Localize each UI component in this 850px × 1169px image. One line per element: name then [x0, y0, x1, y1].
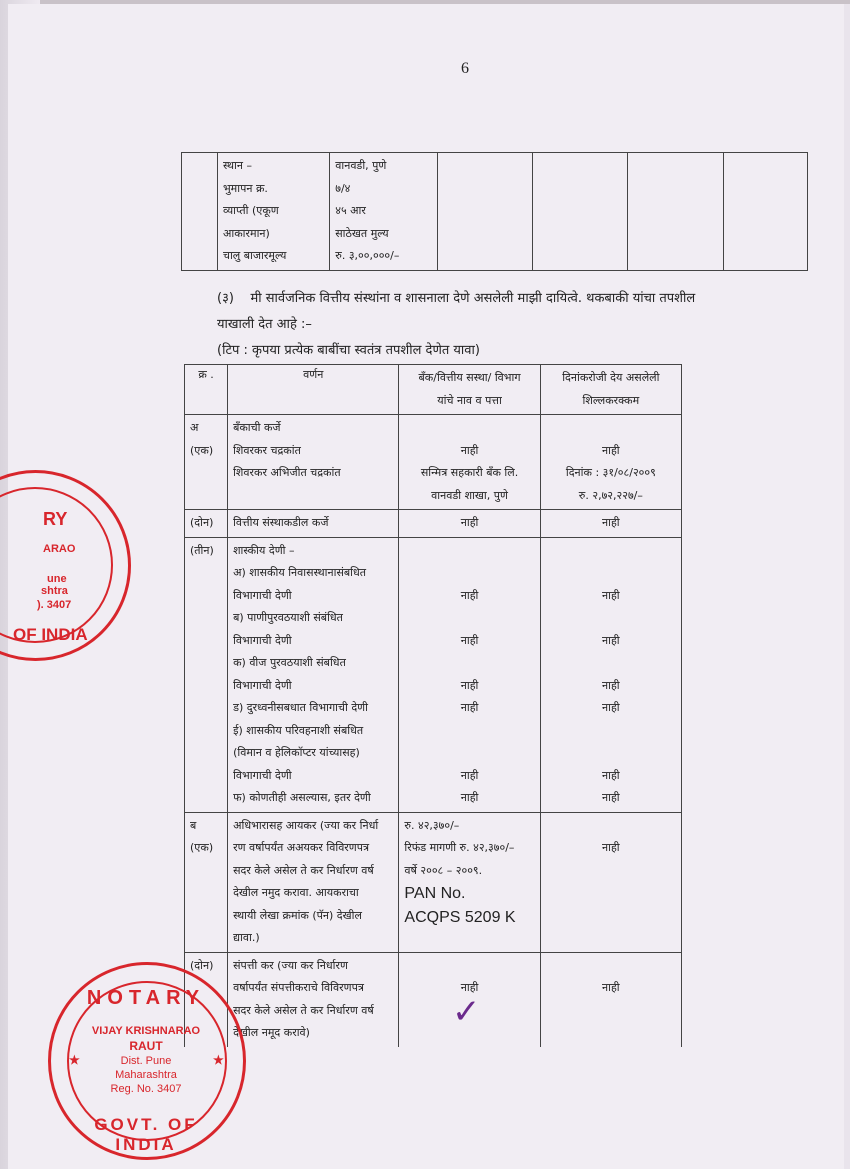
- property-value: ४५ आर: [335, 204, 366, 217]
- section-note: (टिप : कृपया प्रत्येक बाबींचा स्वतंत्र तपशील देणेत यावा): [217, 343, 480, 358]
- cell-line: नाही: [460, 678, 479, 692]
- table-row: [185, 812, 682, 952]
- cell-line: [546, 562, 676, 585]
- row-description: वित्तीय संस्थाकडील कर्जे: [228, 510, 399, 538]
- cell-line: ड) दुरध्वनीसबधात विभागाची देणी: [233, 701, 368, 714]
- cell-line: [404, 607, 534, 630]
- stamp-surname: RAUT: [129, 1039, 163, 1053]
- cell-line: नाही: [602, 678, 620, 692]
- cell-line: फ) कोणतीही असल्यास, इतर देणी: [233, 791, 371, 804]
- property-value: वानवडी, पुणे: [335, 159, 387, 172]
- cell-line: [404, 562, 534, 585]
- cell-line: (विमान व हेलिकॉप्टर यांच्यासह): [233, 746, 360, 759]
- property-empty-cell: [723, 153, 807, 271]
- property-blank-cell: [182, 153, 218, 271]
- cell-line: नाही: [602, 633, 620, 647]
- row-bank: नाही: [399, 952, 540, 1047]
- property-label: व्याप्ती (एकूण: [222, 204, 279, 217]
- cell-line: क) वीज पुरवठयाशी संबधित: [233, 656, 346, 669]
- cell-line: [404, 742, 534, 765]
- stamp-text: OF INDIA: [13, 625, 88, 644]
- property-values-cell: [330, 153, 438, 271]
- table-row: [185, 537, 682, 812]
- property-label: स्थान –: [222, 159, 252, 172]
- stamp-state: Maharashtra: [115, 1069, 177, 1081]
- cell-line: [404, 540, 534, 563]
- cell-line: [546, 720, 676, 743]
- property-label: आकारमान): [222, 226, 270, 240]
- table-row: [185, 952, 682, 1047]
- row-amount: नाही: [540, 952, 681, 1047]
- property-value: साठेखत मुल्य: [335, 226, 389, 240]
- cell-line: शास्कीय देणी –: [233, 543, 295, 557]
- row-sr: (तीन): [185, 537, 228, 812]
- cell-line: स्थायी लेखा क्रमांक (पॅन) देखील: [233, 908, 362, 922]
- header-description: वर्णन: [228, 365, 399, 415]
- cell-line: सदर केले असेल ते कर निर्धारण वर्ष: [233, 863, 374, 877]
- cell-line: नाही: [460, 701, 479, 714]
- cell-line: [546, 742, 676, 765]
- property-empty-cell: [533, 153, 628, 271]
- header-sr: क्र .: [185, 365, 228, 415]
- row-sr: अ (एक): [185, 415, 228, 510]
- stamp-footer: GOVT. OF INDIA: [94, 1115, 198, 1154]
- row-description: [228, 537, 399, 812]
- property-label: चालु बाजारमूल्य: [222, 249, 287, 262]
- stamp-reg-no: Reg. No. 3407: [110, 1083, 182, 1095]
- cell-line: देखील नमुद करावा. आयकराचा: [233, 886, 359, 899]
- row-amount: नाही दिनांक : ३१/०८/२००९ रु. २,७२,२२७/–: [540, 415, 681, 510]
- row-sr: (दोन): [185, 952, 228, 1047]
- cell-line: द्यावा.): [233, 931, 260, 944]
- cell-line: [546, 607, 676, 630]
- section-heading: [217, 288, 695, 306]
- liabilities-table: [184, 364, 682, 1047]
- stamp-text: shtra: [41, 585, 68, 597]
- pan-label: PAN No.: [404, 885, 466, 902]
- row-sr: ब (एक): [185, 812, 228, 952]
- row-bank: रु. ४२,३७०/– रिफंड मागणी रु. ४२,३७०/– वर्षे २००८ – २००९. PAN No. ACQPS 5209 K: [399, 812, 540, 952]
- cell-line: अधिभारासह आयकर (ज्या कर निर्धा: [233, 818, 379, 832]
- pan-value: ACQPS 5209 K: [404, 909, 516, 926]
- cell-line: देखील नमूद करावे): [233, 1026, 310, 1039]
- stamp-text: une: [47, 573, 67, 585]
- page-number: 6: [461, 60, 469, 77]
- cell-line: विभागाची देणी: [233, 588, 292, 602]
- row-amount: [540, 537, 681, 812]
- notary-stamp: [48, 962, 246, 1160]
- cell-line: नाही: [460, 791, 479, 804]
- cell-line: संपत्ती कर (ज्या कर निर्धारण: [233, 958, 348, 972]
- property-empty-cell: [438, 153, 533, 271]
- header-bank: बॅंक/वित्तीय सस्था/ विभाग यांचे नाव व पत्ता: [399, 365, 540, 415]
- cell-line: नाही: [602, 588, 620, 602]
- stamp-text: ARAO: [43, 543, 76, 555]
- cell-line: नाही: [460, 633, 479, 647]
- cell-line: अ) शासकीय निवासस्थानासंबधित: [233, 566, 367, 579]
- cell-line: नाही: [460, 588, 479, 602]
- section-line-2: याखाली देत आहे :–: [217, 317, 312, 332]
- cell-line: [404, 720, 534, 743]
- cell-line: [546, 540, 676, 563]
- stamp-name: VIJAY KRISHNARAO: [91, 1025, 201, 1037]
- cell-line: वर्षापर्यंत संपत्तीकराचे विविरणपत्र: [233, 981, 364, 994]
- cell-line: विभागाची देणी: [233, 678, 292, 692]
- header-amount: दिनांकरोजी देय असलेली शिल्लकरक्कम: [540, 365, 681, 415]
- cell-line: ब) पाणीपुरवठयाशी संबंधित: [233, 611, 343, 624]
- stamp-title: NOTARY: [86, 987, 206, 1009]
- property-label: भुमापन क्र.: [222, 181, 268, 195]
- cell-line: नाही: [460, 768, 479, 782]
- cell-line: विभागाची देणी: [233, 768, 292, 782]
- row-sr: (दोन): [185, 510, 228, 538]
- checkmark-icon: ✓: [452, 992, 481, 1032]
- cell-line: ई) शासकीय परिवहनाशी संबधित: [233, 723, 364, 737]
- stamp-district: Dist. Pune: [120, 1055, 172, 1067]
- property-value: रु. ३,००,०००/–: [335, 249, 400, 262]
- table-row: [185, 415, 682, 510]
- cell-line: नाही: [602, 701, 620, 714]
- stamp-text: RY: [43, 509, 68, 529]
- row-amount: नाही: [540, 510, 681, 538]
- cell-line: विभागाची देणी: [233, 633, 292, 647]
- section-number: (३): [217, 291, 234, 306]
- table-header-row: [185, 365, 682, 415]
- star-icon: ★: [213, 1053, 224, 1067]
- row-description: [228, 952, 399, 1047]
- property-value: ७/४: [335, 181, 351, 195]
- property-labels-cell: [217, 153, 329, 271]
- property-table: [181, 152, 808, 271]
- property-empty-cell: [628, 153, 723, 271]
- section-line-1: मी सार्वजनिक वित्तीय संस्थांना व शासनाला देणे असलेली माझी दायित्वे. थकबाकी यांचा तपशील: [250, 291, 696, 306]
- cell-line: [404, 652, 534, 675]
- row-bank: नाही: [399, 510, 540, 538]
- cell-line: नाही: [602, 768, 620, 782]
- row-description: [228, 812, 399, 952]
- row-bank: [399, 537, 540, 812]
- cell-line: रण वर्षापर्यंत अअयकर विविरणपत्र: [233, 841, 370, 854]
- stamp-text: ). 3407: [37, 599, 72, 611]
- table-row: [185, 510, 682, 538]
- row-description: बॅंकाची कर्जे शिवरकर चद्रकांत शिवरकर अभिजीत चद्रकांत: [228, 415, 399, 510]
- row-amount: नाही: [540, 812, 681, 952]
- cell-line: [546, 652, 676, 675]
- row-bank: नाही सन्मित्र सहकारी बॅंक लि. वानवडी शाखा, पुणे: [399, 415, 540, 510]
- star-icon: ★: [69, 1053, 80, 1067]
- cell-line: सदर केले असेल ते कर निर्धारण वर्ष: [233, 1003, 374, 1017]
- cell-line: नाही: [602, 791, 620, 804]
